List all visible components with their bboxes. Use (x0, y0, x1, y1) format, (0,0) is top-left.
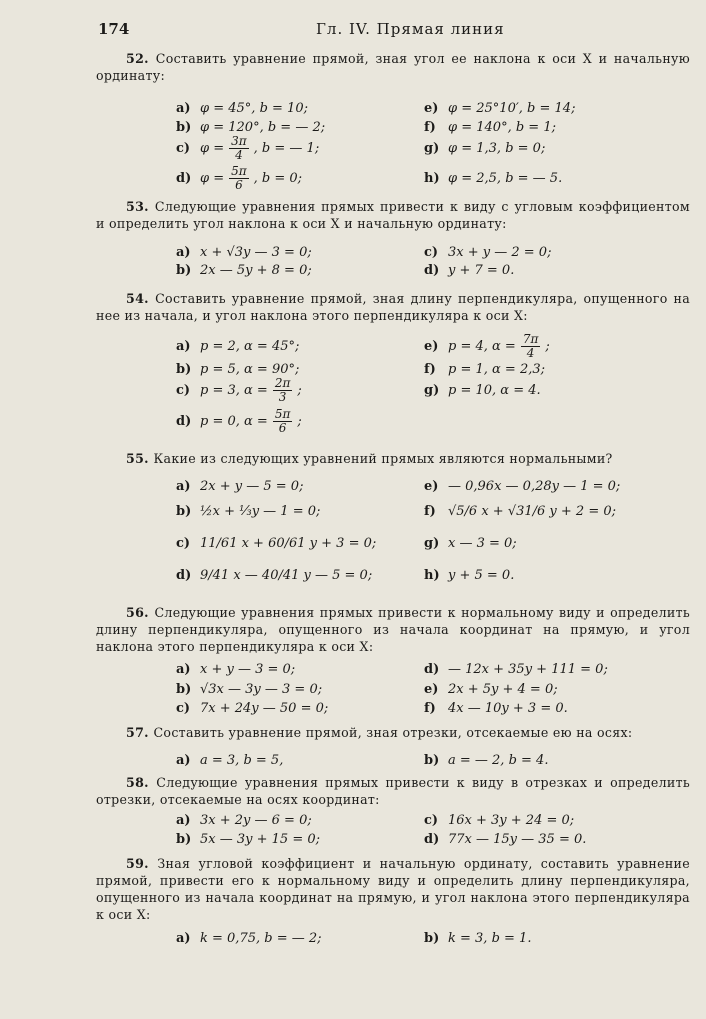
exercise-item (424, 819, 586, 859)
item-label: d) (424, 262, 440, 278)
problem-number: 55. (126, 451, 154, 466)
problem-text: Зная угловой коэффициент и начальную ординату, составить уравнение прямой, привести его к нормальному виду и определить длину перпендикуляра, опущенного из начала координат на прямую, и угол наклона этого перпендикуляра к оси X: (96, 856, 690, 922)
item-equation: 2x + 5y + 4 = 0; (448, 681, 558, 697)
item-label: d) (176, 567, 192, 583)
indent (96, 725, 126, 740)
item-label: а) (176, 661, 191, 677)
item-equation (200, 408, 302, 435)
equation-suffix: , b = — 1; (253, 140, 320, 156)
item-label: g) (424, 382, 440, 398)
item-equation (200, 165, 302, 192)
item-equation: 3x + y — 2 = 0; (448, 244, 552, 260)
item-label: а) (176, 338, 191, 354)
item-label: c) (424, 244, 439, 260)
item-equation: φ = 120°, b = — 2; (200, 119, 326, 135)
item-label: d) (424, 831, 440, 847)
exercise-item (176, 819, 320, 859)
equation-prefix: p = 0, α = (200, 413, 268, 429)
equation-prefix: p = 3, α = (200, 382, 268, 398)
item-equation: 4x — 10y + 3 = 0. (448, 700, 568, 716)
exercise-item (176, 250, 312, 290)
item-equation: a = 3, b = 5, (200, 752, 284, 768)
item-equation: p = 2, α = 45°; (200, 338, 300, 354)
item-equation: x + y — 3 = 0; (200, 661, 296, 677)
indent (96, 291, 126, 306)
item-equation: — 0,96x — 0,28y — 1 = 0; (448, 478, 621, 494)
fraction-numerator: 5π (231, 163, 247, 178)
item-label: d) (176, 413, 192, 429)
exercise-item (424, 250, 514, 290)
item-equation: √5/6 x + √31/6 y + 2 = 0; (448, 503, 617, 519)
item-label: а) (176, 100, 191, 116)
exercise-item (424, 158, 562, 198)
item-label: e) (424, 100, 439, 116)
indent (96, 451, 126, 466)
fraction-denominator: 6 (235, 177, 243, 192)
item-label: f) (424, 119, 436, 135)
item-equation: a = — 2, b = 4. (448, 752, 549, 768)
problem-text: Составить уравнение прямой, зная отрезки, отсекаемые ею на осях: (153, 725, 633, 740)
item-label: f) (424, 361, 436, 377)
item-equation: k = 0,75, b = — 2; (200, 930, 322, 946)
item-label: e) (424, 338, 439, 354)
problem-statement (96, 198, 690, 232)
problem-number: 59. (126, 856, 158, 871)
fraction-denominator: 3 (278, 389, 287, 404)
exercise-item (176, 401, 302, 441)
item-label: c) (176, 700, 191, 716)
problem-text: Следующие уравнения прямых привести к виду с угловым коэффициентом и определить угол наклона к оси X и начальную ординату: (96, 199, 691, 231)
exercise-item (176, 158, 302, 198)
exercise-item (424, 555, 514, 595)
item-equation: 77x — 15y — 35 = 0. (448, 831, 587, 847)
item-equation: φ = 25°10′, b = 14; (448, 100, 576, 116)
item-label: g) (424, 535, 440, 551)
item-equation: — 12x + 35y + 111 = 0; (448, 661, 608, 677)
equation-suffix: , b = 0; (253, 170, 303, 186)
item-label: g) (424, 140, 440, 156)
item-equation: ½x + ⅓y — 1 = 0; (200, 503, 321, 519)
problem-number: 56. (126, 605, 155, 620)
problem-number: 53. (126, 199, 155, 214)
problem-number: 54. (126, 291, 156, 306)
item-label: а) (176, 478, 191, 494)
item-label: f) (424, 503, 436, 519)
exercise-item (424, 918, 531, 958)
chapter-title: Гл. IV. Прямая линия (316, 20, 505, 38)
problem-statement (96, 50, 690, 84)
item-equation: x + √3y — 3 = 0; (200, 244, 312, 260)
problem-statement (96, 604, 690, 655)
indent (96, 775, 126, 790)
item-label: b) (176, 119, 192, 135)
item-label: d) (176, 170, 192, 186)
item-label: а) (176, 930, 191, 946)
indent (96, 605, 126, 620)
item-equation: φ = 140°, b = 1; (448, 119, 556, 135)
item-label: c) (176, 535, 191, 551)
item-label: а) (176, 752, 191, 768)
problem-text: Следующие уравнения прямых привести к нормальному виду и определить длину перпендикуляра, опущенного из начала координат на прямую, и угол наклона этого перпендикуляра к оси X: (96, 605, 690, 654)
indent (96, 199, 126, 214)
item-equation: φ = 1,3, b = 0; (448, 140, 546, 156)
item-equation: φ = 2,5, b = — 5. (448, 170, 563, 186)
item-equation: 2x + y — 5 = 0; (200, 478, 304, 494)
item-label: b) (176, 262, 192, 278)
item-label: b) (176, 831, 192, 847)
problem-number: 57. (126, 725, 154, 740)
exercise-item (176, 555, 372, 595)
item-equation: y + 7 = 0. (448, 262, 515, 278)
problem-statement (96, 450, 690, 467)
item-equation: 5x — 3y + 15 = 0; (200, 831, 320, 847)
item-label: b) (424, 752, 440, 768)
fraction-numerator: 5π (274, 406, 291, 421)
item-label: b) (176, 681, 192, 697)
problem-text: Составить уравнение прямой, зная длину перпендикуляра, опущенного на нее из начала, и угол наклона этого перпендикуляра к оси X: (96, 291, 691, 323)
item-label: e) (424, 681, 439, 697)
page-header (98, 20, 688, 42)
item-equation: 16x + 3y + 24 = 0; (448, 812, 575, 828)
problem-statement (96, 855, 690, 923)
indent (96, 856, 126, 871)
item-label: b) (424, 930, 440, 946)
equation-suffix: ; (297, 413, 302, 429)
item-label: b) (176, 361, 192, 377)
item-equation: k = 3, b = 1. (448, 930, 532, 946)
item-label: а) (176, 244, 191, 260)
problem-text: Составить уравнение прямой, зная угол ее наклона к оси X и начальную ординату: (96, 51, 690, 83)
fraction-denominator: 4 (526, 345, 535, 360)
indent (96, 51, 126, 66)
fraction-numerator: 2π (274, 375, 291, 390)
item-equation: 7x + 24y — 50 = 0; (200, 700, 329, 716)
item-label: а) (176, 812, 191, 828)
item-label: d) (424, 661, 440, 677)
item-equation: 2x — 5y + 8 = 0; (200, 262, 312, 278)
problem-statement (96, 290, 690, 324)
fraction (273, 408, 293, 435)
equation-prefix: φ = (200, 140, 225, 156)
page-number: 174 (98, 20, 130, 38)
exercise-item (424, 370, 541, 410)
item-label: c) (176, 382, 191, 398)
fraction (273, 377, 293, 404)
equation-prefix: p = 4, α = (448, 338, 516, 354)
problem-text: Какие из следующих уравнений прямых являются нормальными? (153, 451, 613, 466)
exercise-item (176, 688, 328, 728)
equation-suffix: ; (545, 338, 550, 354)
item-equation: 3x + 2y — 6 = 0; (200, 812, 312, 828)
fraction-denominator: 4 (235, 147, 243, 162)
item-equation: y + 5 = 0. (448, 567, 515, 583)
item-label: f) (424, 700, 436, 716)
exercise-item (176, 918, 322, 958)
item-equation: √3x — 3y — 3 = 0; (200, 681, 323, 697)
item-equation: p = 10, α = 4. (448, 382, 541, 398)
item-equation: p = 1, α = 2,3; (448, 361, 546, 377)
item-equation: x — 3 = 0; (448, 535, 517, 551)
item-equation: φ = 45°, b = 10; (200, 100, 308, 116)
fraction (229, 165, 249, 192)
item-equation: 9/41 x — 40/41 y — 5 = 0; (200, 567, 373, 583)
equation-suffix: ; (297, 382, 302, 398)
exercise-item (424, 688, 568, 728)
item-label: b) (176, 503, 192, 519)
problem-text: Следующие уравнения прямых привести к виду в отрезках и определить отрезки, отсекаемые на осях координат: (96, 775, 690, 807)
item-label: h) (424, 170, 440, 186)
item-equation: p = 5, α = 90°; (200, 361, 300, 377)
fraction-numerator: 7π (522, 331, 539, 346)
item-label: h) (424, 567, 440, 583)
fraction-numerator: 3π (231, 133, 247, 148)
item-equation (200, 377, 302, 404)
item-label: c) (424, 812, 439, 828)
item-equation: 11/61 x + 60/61 y + 3 = 0; (200, 535, 377, 551)
item-label: e) (424, 478, 439, 494)
problem-statement (96, 724, 690, 741)
fraction-denominator: 6 (278, 420, 287, 435)
equation-prefix: φ = (200, 170, 225, 186)
item-label: c) (176, 140, 191, 156)
problem-number: 52. (126, 51, 156, 66)
problem-number: 58. (126, 775, 157, 790)
